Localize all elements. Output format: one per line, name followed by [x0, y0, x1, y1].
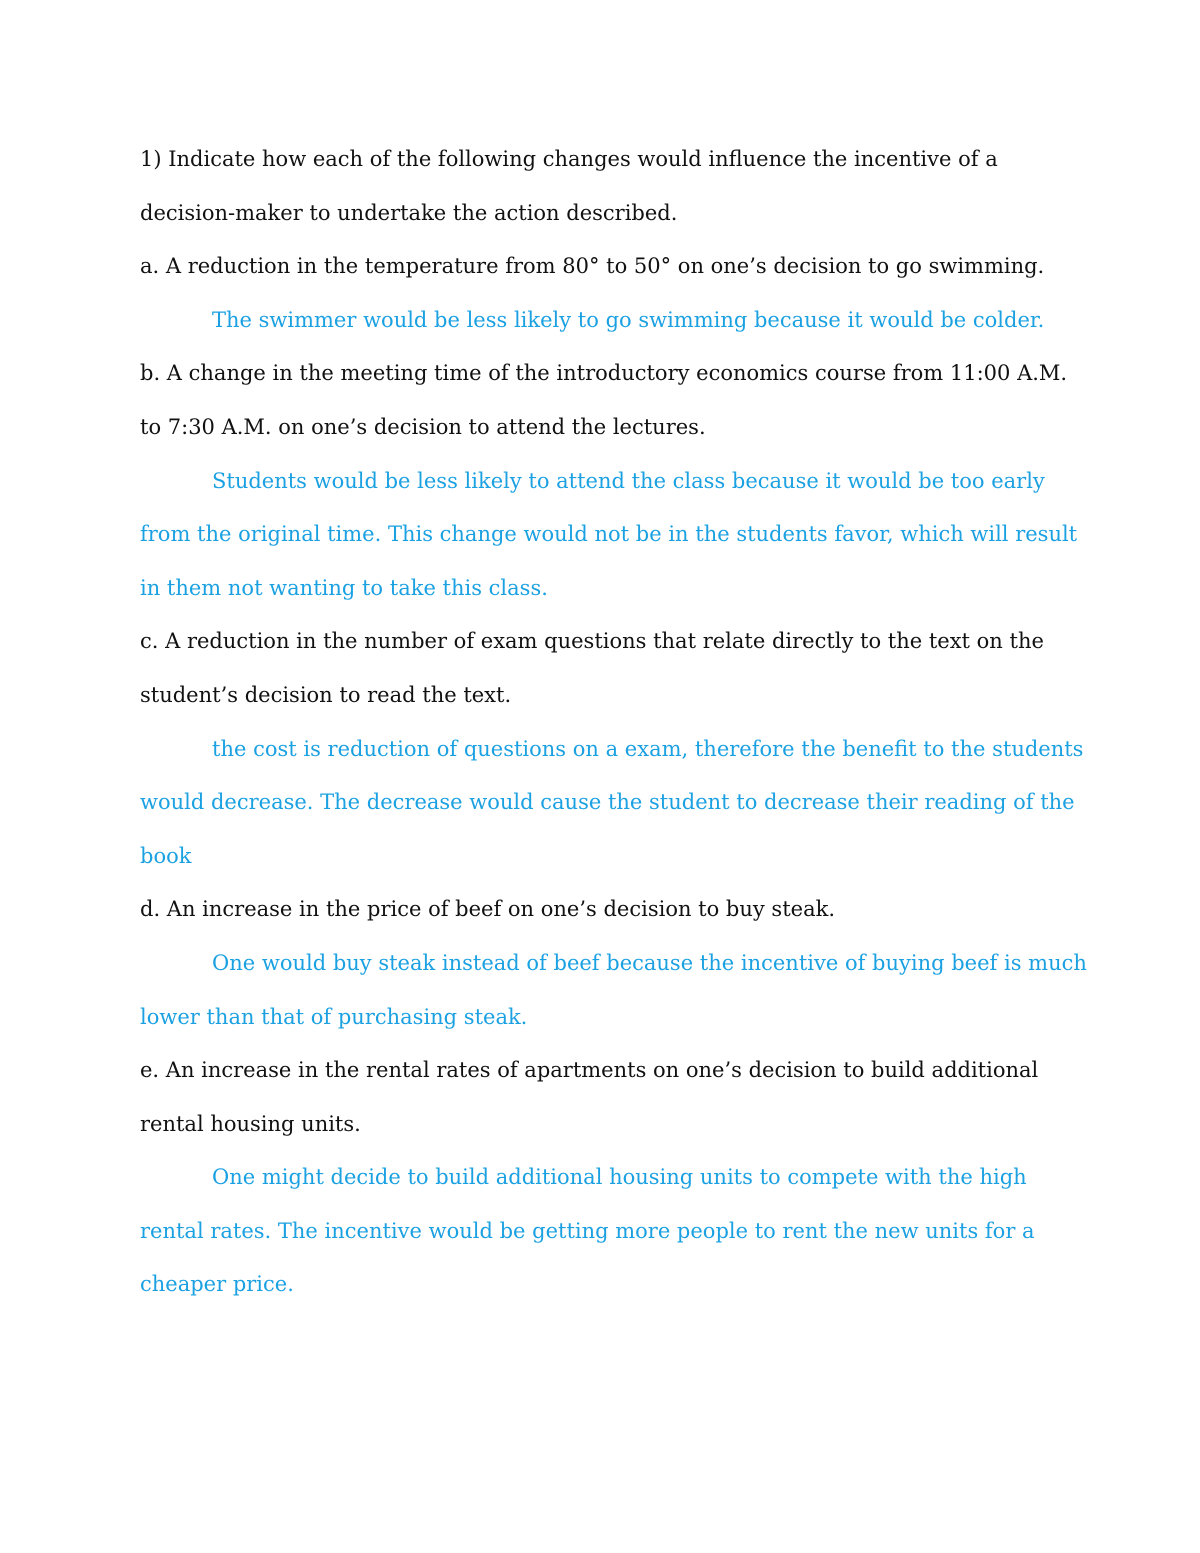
text-line: One might decide to build additional housing units to compete with the high — [212, 1165, 1027, 1190]
question-b — [140, 347, 1068, 454]
question-c — [140, 615, 1060, 722]
text-line: in them not wanting to take this class. — [140, 575, 548, 600]
text-line: lower than that of purchasing steak. — [140, 1004, 528, 1029]
text-line: e. An increase in the rental rates of apartments on one’s decision to build additional — [140, 1058, 1039, 1083]
text-line: would decrease. The decrease would cause the student to decrease their reading of the — [140, 790, 1075, 815]
text-line: Students would be less likely to attend the class because it would be too early — [212, 468, 1045, 493]
text-line: cheaper price. — [140, 1272, 294, 1297]
question-e — [140, 1044, 1060, 1151]
text-line: student’s decision to read the text. — [140, 682, 512, 707]
answer-a — [140, 294, 1060, 348]
text-line: book — [140, 843, 192, 868]
answer-c — [140, 723, 1084, 884]
document-body — [140, 133, 1087, 1312]
text-line: The swimmer would be less likely to go swimming because it would be colder. — [212, 307, 1045, 332]
text-line: a. A reduction in the temperature from 80° to 50° on one’s decision to go swimming. — [140, 254, 1045, 279]
text-line: rental rates. The incentive would be getting more people to rent the new units for a — [140, 1218, 1035, 1243]
text-line: decision-maker to undertake the action described. — [140, 200, 678, 225]
text-line: rental housing units. — [140, 1111, 361, 1136]
text-line: b. A change in the meeting time of the introductory economics course from 11:00 A.M. — [140, 361, 1068, 386]
answer-b — [140, 455, 1078, 616]
question-d — [140, 883, 1060, 937]
text-line: d. An increase in the price of beef on one’s decision to buy steak. — [140, 897, 835, 922]
question-intro — [140, 133, 1060, 240]
answer-d — [140, 937, 1087, 1044]
text-line: One would buy steak instead of beef because the incentive of buying beef is much — [212, 950, 1087, 975]
text-line: 1) Indicate how each of the following changes would influence the incentive of a — [140, 147, 998, 171]
text-line: to 7:30 A.M. on one’s decision to attend the lectures. — [140, 414, 706, 439]
text-line: c. A reduction in the number of exam questions that relate directly to the text on the — [140, 629, 1044, 654]
question-a — [140, 240, 1060, 294]
answer-e — [140, 1151, 1060, 1312]
text-line: from the original time. This change would not be in the students favor, which will result — [140, 522, 1078, 547]
text-line: the cost is reduction of questions on a exam, therefore the benefit to the students — [212, 736, 1084, 761]
